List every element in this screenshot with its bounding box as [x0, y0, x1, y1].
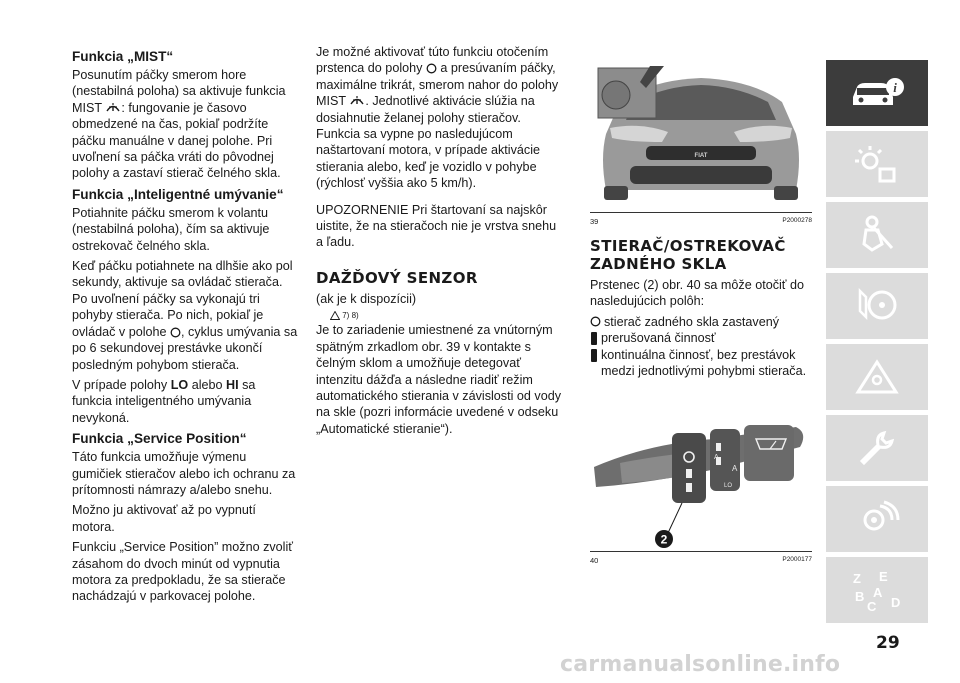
intel-2-text-b: , cyklus umývania sa po 6 sekundovej prestávke ukončí posledným pohybom stierača. — [72, 324, 298, 372]
figure-number: 39 — [590, 217, 599, 226]
heading-service-position: Funkcia „Service Position“ — [72, 431, 247, 447]
reference-numbers: 7) 8) — [342, 311, 359, 321]
figure-code: P2000177 — [782, 556, 812, 564]
column-right — [590, 62, 812, 566]
svg-text:E: E — [879, 569, 888, 584]
svg-text:Z: Z — [853, 571, 861, 586]
heading-mist: Funkcia „MIST“ — [72, 49, 174, 64]
continuous-mode-icon — [590, 349, 598, 362]
activation-text-b: a presúvaním páčky, maximálne trikrát, smerom nahor do polohy MIST — [316, 61, 559, 109]
item-continuous: kontinuálna činnosť, bez prestávok medzi jednotlivými pohybmi stierača. — [601, 347, 807, 379]
lo-position-label: LO — [170, 377, 189, 392]
tab-safety[interactable] — [826, 202, 928, 273]
tab-multimedia[interactable] — [826, 486, 928, 557]
figure-40 — [590, 399, 812, 566]
ring-off-position-icon — [426, 63, 437, 74]
figure-number: 40 — [590, 556, 599, 566]
list-item — [590, 347, 812, 380]
paragraph-rain-sensor: Je to zariadenie umiestnené za vnútorným spätným zrkadlom obr. 39 v kontakte s čelným sklom a umožňuje detegovať intenzitu dážďa a následne riadiť režim automatického stierania v závislosti od vody na skle (pozri informácie uvedené v odseku „Automatické stieranie“). — [316, 323, 562, 436]
wrench-service-icon — [852, 427, 902, 469]
paragraph-service-3: Funkciu „Service Position” možno zvoliť zásahom do dvoch minút od vypnutia motora za predpokladu, že sa stierače nachádzajú v parkovacej polohe. — [72, 540, 293, 604]
ring-off-position-icon — [590, 316, 601, 327]
note-triangle-icon — [330, 311, 340, 320]
paragraph-rear-wiper: Prstenec (2) obr. 40 sa môže otočiť do nasledujúcich polôh: — [590, 278, 805, 309]
tab-starting-driving[interactable] — [826, 273, 928, 344]
activation-text-a: Je možné aktivovať túto funkciu otočením prstenca do polohy — [316, 45, 549, 76]
steering-start-icon — [852, 285, 902, 327]
hi-position-label: HI — [226, 377, 239, 392]
intel-3-text-a: V prípade polohy — [72, 377, 171, 392]
paragraph-mist — [72, 67, 298, 182]
paragraph-intel-1: Potiahnite páčku smerom k volantu (nestabilná poloha), čím sa aktivuje ostrekovač čelného skla. — [72, 205, 270, 253]
callout-number: 2 — [660, 532, 668, 547]
activation-text-c: . Jednotlivé aktivácie slúžia na dosiahnutie želanej polohy stieračov. Funkcia sa vypne po nasledujúcom naštartovaní motora, v prípade aktivácie stierania alebo, keď je vozidlo v pohybe (rýchlosť vyššia ako 5 km/h). — [316, 94, 541, 191]
chapter-tabs — [826, 60, 928, 628]
car-front-image — [590, 62, 812, 212]
paragraph-intel-2 — [72, 258, 298, 373]
page-number: 29 — [876, 633, 900, 653]
figure-40-caption — [590, 554, 812, 565]
tab-maintenance[interactable] — [826, 415, 928, 486]
figure-39 — [590, 62, 812, 226]
intermittent-mode-icon — [590, 332, 598, 345]
watermark-text: carmanualsonline.info — [560, 652, 841, 677]
rain-sensor-availability: (ak je k dispozícii) — [316, 291, 417, 306]
tab-index[interactable] — [826, 557, 928, 628]
paragraph-intel-3 — [72, 377, 298, 426]
figure-39-caption — [590, 215, 812, 226]
paragraph-service-activation — [316, 44, 562, 192]
svg-text:D: D — [891, 595, 901, 610]
tab-car-info[interactable] — [826, 60, 928, 131]
safety-airbag-icon — [852, 214, 902, 256]
heading-rain-sensor: DAŽĎOVÝ SENZOR — [316, 268, 478, 287]
mist-wiper-icon — [349, 95, 365, 107]
multimedia-icon — [852, 498, 902, 540]
mist-text-a: Posunutím páčky smerom hore (nestabilná poloha) sa aktivuje funkcia MIST — [72, 68, 286, 115]
svg-text:A: A — [873, 585, 883, 600]
reference-notes — [330, 311, 562, 320]
svg-text:i: i — [893, 80, 897, 95]
wiper-lever-image — [590, 399, 812, 551]
column-left — [72, 44, 298, 609]
list-item — [590, 314, 812, 330]
paragraph-warning: UPOZORNENIE Pri štartovaní sa najskôr uistite, že na stieračoch nie je vrstva snehu a ľadu. — [316, 202, 557, 250]
column-middle — [316, 44, 562, 441]
dashboard-lights-icon — [852, 143, 902, 185]
car-info-icon — [847, 73, 907, 113]
list-item — [590, 330, 812, 346]
index-letters-icon — [847, 567, 907, 613]
tab-emergency[interactable] — [826, 344, 928, 415]
warning-triangle-icon — [852, 356, 902, 398]
tab-dashboard-lights[interactable] — [826, 131, 928, 202]
intel-3-text-b: alebo — [188, 377, 227, 392]
lever-label: A — [732, 464, 738, 474]
heading-intelligent-wash: Funkcia „Inteligentné umývanie“ — [72, 186, 284, 202]
intel-2-text-a: Keď páčku potiahnete na dlhšie ako pol sekundy, aktivuje sa ovládač stierača. Po uvoľnení páčky sa vykonajú tri pohyby stierača. Po nich, pokiaľ je ovládač v polohe — [72, 259, 293, 339]
item-intermittent: prerušovaná činnosť — [601, 331, 716, 346]
paragraph-service-2: Možno ju aktivovať až po vypnutí motora. — [72, 503, 256, 534]
heading-rear-wiper: STIERAČ/OSTREKOVAČ ZADNÉHO SKLA — [590, 237, 786, 273]
car-badge: FIAT — [694, 153, 708, 159]
lever-label: LO — [724, 483, 733, 490]
paragraph-service-1: Táto funkcia umožňuje výmenu gumičiek stieračov alebo ich ochranu za prítomnosti námrazy a/alebo snehu. — [72, 450, 296, 497]
item-wiper-stopped: stierač zadného skla zastavený — [604, 314, 780, 329]
svg-text:C: C — [867, 599, 877, 613]
mist-text-b: : fungovanie je časovo obmedzené na čas, pokiaľ podržíte páčku manuálne v danej polohe. Pri uvoľnení sa páčka vráti do pôvodnej polohy a zastaví stierač čelného skla. — [72, 100, 281, 181]
figure-code: P2000278 — [782, 217, 812, 224]
lever-label: A — [714, 454, 719, 462]
svg-text:B: B — [855, 589, 865, 604]
ring-off-position-icon — [170, 327, 181, 338]
mist-wiper-icon — [105, 102, 121, 114]
intel-3-text-c: sa funkcia inteligentného umývania nevykoná. — [72, 377, 256, 425]
